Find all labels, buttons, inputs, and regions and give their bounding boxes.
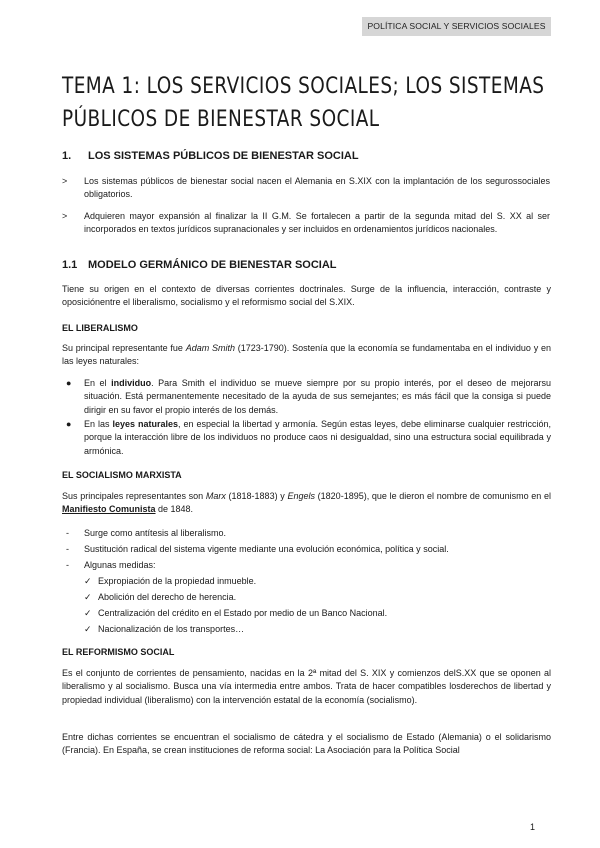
arrow-marker: > [62, 211, 68, 221]
arrow-marker: > [62, 176, 68, 186]
list-item [62, 559, 156, 572]
list-item [62, 527, 226, 540]
subheading-reformismo: EL REFORMISMO SOCIAL [62, 647, 175, 657]
reformismo-paragraph: Es el conjunto de corrientes de pensamiento, nacidas en la 2ª mitad del S. XIX y comienzos delS.XX que se oponen al liberalismo y al socialismo. Busca una vía intermedia entre ambos. Trata de hacer compatibles losderechos de libertad y propiedad individual (liberalismo) con la intervención estatal de la economía (socialismo). [62, 668, 551, 705]
text-run: . Para Smith el individuo se mueve siempre por su propio interés, por el deseo de mejorarsu situación. Está permanentemente necesitado de la ayuda de sus semejantes; es más fácil que la consiga si puede dirigir en su favor el propio interés de los demás. [84, 378, 552, 415]
list-item-text: Algunas medidas: [84, 560, 156, 570]
section-title: MODELO GERMÁNICO DE BIENESTAR SOCIAL [88, 259, 337, 271]
reformismo-paragraph: Entre dichas corrientes se encuentran el socialismo de cátedra y el socialismo de Estado (Alemania) o el solidarismo (Francia). En España, se crean instituciones de reforma social: La Asociación para la Política Social [62, 732, 551, 756]
text-run: de 1848. [155, 504, 194, 515]
dash-marker: - [66, 528, 69, 538]
section-title: LOS SISTEMAS PÚBLICOS DE BIENESTAR SOCIAL [88, 150, 359, 162]
text-run: En las [84, 419, 113, 429]
liberalismo-intro [62, 342, 551, 369]
socialismo-intro [62, 490, 551, 517]
page-content [62, 70, 552, 756]
list-item [84, 575, 256, 588]
dash-marker: - [66, 544, 69, 554]
checkmark-icon: ✓ [84, 624, 92, 634]
text-run: (1818-1883) y [225, 491, 288, 501]
list-item [84, 591, 236, 604]
subheading-liberalismo: EL LIBERALISMO [62, 323, 138, 333]
list-item-text: Surge como antítesis al liberalismo. [84, 528, 227, 538]
manifiesto-term: Manifiesto Comunista [62, 504, 156, 515]
bullet-icon: ● [66, 419, 72, 429]
list-item [84, 607, 387, 620]
subheading-socialismo: EL SOCIALISMO MARXISTA [62, 470, 182, 480]
text-run: , en especial la libertad y armonía. Según estas leyes, debe eliminarse cualquier restricción, porque la interacción libre de los individuos no produce caos ni desigualdad, sino una estructura social equilibrada y armónica. [84, 419, 551, 456]
section-intro: Tiene su origen en el contexto de diversas corrientes doctrinales. Surge de la influencia, interacción, contraste y oposiciónentre el liberalismo, socialismo y el reformismo social del S.XIX. [62, 284, 551, 308]
checkmark-icon: ✓ [84, 592, 92, 602]
bold-term: leyes naturales [112, 419, 179, 429]
list-item-text: Sustitución radical del sistema vigente mediante una evolución económica, política y social. [84, 544, 449, 554]
list-item-text: Abolición del derecho de herencia. [98, 592, 237, 602]
running-header: POLÍTICA SOCIAL Y SERVICIOS SOCIALES [362, 17, 551, 36]
dash-marker: - [66, 560, 69, 570]
list-item [62, 210, 551, 237]
bullet-icon: ● [66, 378, 72, 388]
text-run: Sus principales representantes son [62, 491, 206, 501]
bold-term: individuo [111, 378, 152, 388]
text-run: En el [84, 378, 112, 388]
list-item [62, 418, 551, 458]
list-item [84, 623, 244, 636]
list-item [62, 543, 449, 556]
author-name: Adam Smith [185, 343, 235, 353]
section-heading-1-1 [62, 259, 337, 271]
list-item [62, 175, 551, 202]
list-item-text: Adquieren mayor expansión al finalizar la II G.M. Se fortalecen a partir de la segunda mitad del S. XX al ser incorporados en textos jurídicos supranacionales y ser incluidos en ordenamientos jurídicos nacionales. [84, 211, 550, 235]
section-number: 1.1 [62, 259, 78, 271]
checkmark-icon: ✓ [84, 576, 92, 586]
list-item-text: Centralización del crédito en el Estado por medio de un Banco Nacional. [98, 608, 388, 618]
text-run: Su principal representante fue [62, 343, 186, 353]
text-run: (1820-1895), que le dieron el nombre de comunismo en el [314, 491, 551, 501]
text-run: (1723-1790). Sostenía que la economía se fundamentaba en el individuo y en las leyes naturales: [62, 343, 551, 367]
checkmark-icon: ✓ [84, 608, 92, 618]
list-item-text: Los sistemas públicos de bienestar social nacen el Alemania en S.XIX con la implantación de los segurossociales obligatorios. [84, 176, 550, 200]
page-number: 1 [530, 822, 536, 832]
section-heading-1 [62, 150, 359, 162]
author-name: Engels [287, 491, 315, 501]
list-item [62, 377, 551, 417]
list-item-text: Nacionalización de los transportes… [98, 624, 245, 634]
section-number: 1. [62, 150, 72, 162]
list-item-text: Expropiación de la propiedad inmueble. [98, 576, 257, 586]
list-item-text [84, 377, 551, 417]
list-item-text [84, 418, 551, 458]
author-name: Marx [205, 491, 226, 501]
page-title: TEMA 1: LOS SERVICIOS SOCIALES; LOS SISTEMAS PÚBLICOS DE BIENESTAR SOCIAL [62, 74, 545, 132]
